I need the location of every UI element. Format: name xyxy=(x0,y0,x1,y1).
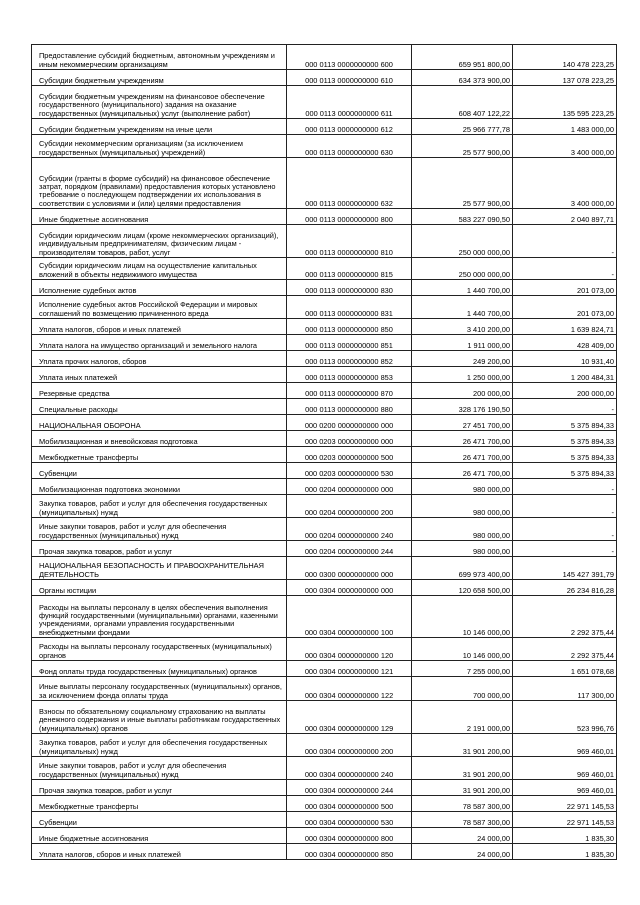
row-executed: 117 300,00 xyxy=(513,677,617,701)
row-executed: 5 375 894,33 xyxy=(513,415,617,431)
row-name-cell xyxy=(32,45,287,70)
row-name: НАЦИОНАЛЬНАЯ БЕЗОПАСНОСТЬ И ПРАВООХРАНИТЕЛЬНАЯ ДЕЯТЕЛЬНОСТЬ xyxy=(39,561,264,579)
row-code: 000 0113 0000000000 800 xyxy=(287,209,412,225)
row-code: 000 0113 0000000000 850 xyxy=(287,319,412,335)
row-name: Закупка товаров, работ и услуг для обеспечения государственных (муниципальных) нужд xyxy=(39,738,268,756)
row-approved: 980 000,00 xyxy=(412,479,513,495)
row-name: Уплата иных платежей xyxy=(39,372,118,382)
row-executed: 10 931,40 xyxy=(513,351,617,367)
table-row xyxy=(32,580,617,596)
row-approved: 249 200,00 xyxy=(412,351,513,367)
table-row xyxy=(32,844,617,860)
row-approved: 1 440 700,00 xyxy=(412,296,513,319)
table-row xyxy=(32,209,617,225)
table-row xyxy=(32,463,617,479)
row-approved: 328 176 190,50 xyxy=(412,399,513,415)
table-row xyxy=(32,557,617,580)
table-row xyxy=(32,383,617,399)
row-executed: 523 996,76 xyxy=(513,701,617,734)
row-executed: - xyxy=(513,399,617,415)
row-approved: 25 966 777,78 xyxy=(412,119,513,135)
row-executed: 2 040 897,71 xyxy=(513,209,617,225)
row-executed: - xyxy=(513,541,617,557)
row-code: 000 0113 0000000000 600 xyxy=(287,45,412,70)
row-name: Субсидии бюджетным учреждениям на иные цели xyxy=(39,124,213,134)
row-approved: 250 000 000,00 xyxy=(412,258,513,280)
row-name: Иные бюджетные ассигнования xyxy=(39,833,149,843)
table-row xyxy=(32,661,617,677)
row-executed: - xyxy=(513,258,617,280)
row-approved: 7 255 000,00 xyxy=(412,661,513,677)
row-name-cell xyxy=(32,638,287,661)
row-code: 000 0113 0000000000 632 xyxy=(287,158,412,209)
row-approved: 1 911 000,00 xyxy=(412,335,513,351)
row-approved: 250 000 000,00 xyxy=(412,225,513,258)
table-row xyxy=(32,258,617,280)
row-name-cell xyxy=(32,780,287,796)
row-code: 000 0304 0000000000 240 xyxy=(287,757,412,780)
row-code: 000 0113 0000000000 870 xyxy=(287,383,412,399)
row-approved: 1 250 000,00 xyxy=(412,367,513,383)
row-code: 000 0113 0000000000 815 xyxy=(287,258,412,280)
row-code: 000 0304 0000000000 200 xyxy=(287,734,412,757)
row-name: Органы юстиции xyxy=(39,585,97,595)
row-name-cell xyxy=(32,701,287,734)
table-row xyxy=(32,70,617,86)
row-name: Субсидии бюджетным учреждениям xyxy=(39,75,164,85)
row-approved: 10 146 000,00 xyxy=(412,638,513,661)
row-name-cell xyxy=(32,399,287,415)
row-code: 000 0204 0000000000 244 xyxy=(287,541,412,557)
row-executed: 200 000,00 xyxy=(513,383,617,399)
row-approved: 583 227 090,50 xyxy=(412,209,513,225)
row-name-cell xyxy=(32,209,287,225)
row-executed: 135 595 223,25 xyxy=(513,86,617,119)
row-code: 000 0304 0000000000 122 xyxy=(287,677,412,701)
row-name-cell xyxy=(32,580,287,596)
row-name-cell xyxy=(32,367,287,383)
table-row xyxy=(32,518,617,541)
row-name: Расходы на выплаты персоналу в целях обеспечения выполнения функций государственными (муниципальными) органами, казенными учреждениями, органами управления государственными внебюджетными фондами xyxy=(39,602,278,637)
row-name-cell xyxy=(32,844,287,860)
row-executed: 1 483 000,00 xyxy=(513,119,617,135)
row-name-cell xyxy=(32,541,287,557)
row-name: Иные закупки товаров, работ и услуг для обеспечения государственных (муниципальных) нужд xyxy=(39,761,227,779)
row-name-cell xyxy=(32,812,287,828)
row-name: Фонд оплаты труда государственных (муниципальных) органов xyxy=(39,666,257,676)
row-executed: 1 835,30 xyxy=(513,844,617,860)
row-name-cell xyxy=(32,661,287,677)
row-approved: 980 000,00 xyxy=(412,518,513,541)
row-executed: 969 460,01 xyxy=(513,780,617,796)
row-name-cell xyxy=(32,383,287,399)
row-name-cell xyxy=(32,431,287,447)
row-name-cell xyxy=(32,734,287,757)
table-row xyxy=(32,225,617,258)
row-executed: - xyxy=(513,518,617,541)
row-code: 000 0300 0000000000 000 xyxy=(287,557,412,580)
row-code: 000 0304 0000000000 500 xyxy=(287,796,412,812)
row-executed: - xyxy=(513,495,617,518)
row-name-cell xyxy=(32,557,287,580)
row-executed: 1 651 078,68 xyxy=(513,661,617,677)
row-code: 000 0304 0000000000 121 xyxy=(287,661,412,677)
row-code: 000 0113 0000000000 810 xyxy=(287,225,412,258)
table-row xyxy=(32,447,617,463)
row-code: 000 0113 0000000000 851 xyxy=(287,335,412,351)
row-executed: 201 073,00 xyxy=(513,280,617,296)
table-row xyxy=(32,796,617,812)
table-row xyxy=(32,828,617,844)
row-approved: 2 191 000,00 xyxy=(412,701,513,734)
row-name: Предоставление субсидий бюджетным, автономным учреждениям и иным некоммерческим организациям xyxy=(39,51,275,69)
table-row xyxy=(32,431,617,447)
row-approved: 200 000,00 xyxy=(412,383,513,399)
table-body xyxy=(32,45,617,860)
table-row xyxy=(32,780,617,796)
row-name: Прочая закупка товаров, работ и услуг xyxy=(39,546,173,556)
row-name: Субсидии юридическим лицам на осуществление капитальных вложений в объекты недвижимого имущества xyxy=(39,261,257,279)
table-row xyxy=(32,86,617,119)
table-row xyxy=(32,367,617,383)
row-executed: 3 400 000,00 xyxy=(513,135,617,158)
row-name: Иные закупки товаров, работ и услуг для обеспечения государственных (муниципальных) нужд xyxy=(39,522,227,540)
row-code: 000 0204 0000000000 200 xyxy=(287,495,412,518)
row-name-cell xyxy=(32,351,287,367)
row-name-cell xyxy=(32,135,287,158)
row-approved: 700 000,00 xyxy=(412,677,513,701)
table-row xyxy=(32,351,617,367)
row-name-cell xyxy=(32,119,287,135)
row-name: Прочая закупка товаров, работ и услуг xyxy=(39,785,173,795)
row-name: Межбюджетные трансферты xyxy=(39,452,139,462)
row-name: Субсидии юридическим лицам (кроме некоммерческих организаций), индивидуальным предпринимателям, физическим лицам - производителям товаров, работ, услуг xyxy=(39,231,279,257)
budget-execution-table xyxy=(31,44,617,860)
row-executed: 1 835,30 xyxy=(513,828,617,844)
row-name-cell xyxy=(32,415,287,431)
row-approved: 24 000,00 xyxy=(412,844,513,860)
row-approved: 120 658 500,00 xyxy=(412,580,513,596)
row-name: Расходы на выплаты персоналу государственных (муниципальных) органов xyxy=(39,642,272,660)
row-code: 000 0113 0000000000 610 xyxy=(287,70,412,86)
table-row xyxy=(32,677,617,701)
row-code: 000 0304 0000000000 530 xyxy=(287,812,412,828)
row-approved: 980 000,00 xyxy=(412,541,513,557)
row-executed: 3 400 000,00 xyxy=(513,158,617,209)
row-name: Уплата налога на имущество организаций и земельного налога xyxy=(39,340,257,350)
row-executed: 1 200 484,31 xyxy=(513,367,617,383)
row-code: 000 0204 0000000000 000 xyxy=(287,479,412,495)
row-executed: 2 292 375,44 xyxy=(513,596,617,638)
row-name: Субвенции xyxy=(39,817,77,827)
row-approved: 10 146 000,00 xyxy=(412,596,513,638)
row-name: Уплата прочих налогов, сборов xyxy=(39,356,147,366)
table-row xyxy=(32,479,617,495)
row-name: Субвенции xyxy=(39,468,77,478)
row-approved: 26 471 700,00 xyxy=(412,431,513,447)
row-code: 000 0200 0000000000 000 xyxy=(287,415,412,431)
table-row xyxy=(32,541,617,557)
row-approved: 24 000,00 xyxy=(412,828,513,844)
table-row xyxy=(32,399,617,415)
table-row xyxy=(32,495,617,518)
row-code: 000 0113 0000000000 611 xyxy=(287,86,412,119)
row-approved: 26 471 700,00 xyxy=(412,447,513,463)
table-row xyxy=(32,135,617,158)
row-executed: 140 478 223,25 xyxy=(513,45,617,70)
row-approved: 31 901 200,00 xyxy=(412,780,513,796)
table-row xyxy=(32,119,617,135)
row-approved: 25 577 900,00 xyxy=(412,158,513,209)
row-executed: 5 375 894,33 xyxy=(513,447,617,463)
row-name-cell xyxy=(32,335,287,351)
row-executed: 2 292 375,44 xyxy=(513,638,617,661)
row-executed: 22 971 145,53 xyxy=(513,812,617,828)
row-name: Уплата налогов, сборов и иных платежей xyxy=(39,849,181,859)
row-approved: 31 901 200,00 xyxy=(412,757,513,780)
row-executed: 969 460,01 xyxy=(513,757,617,780)
row-name-cell xyxy=(32,518,287,541)
row-approved: 659 951 800,00 xyxy=(412,45,513,70)
row-executed: 5 375 894,33 xyxy=(513,431,617,447)
table-row xyxy=(32,701,617,734)
row-name: Уплата налогов, сборов и иных платежей xyxy=(39,324,181,334)
row-name: Закупка товаров, работ и услуг для обеспечения государственных (муниципальных) нужд xyxy=(39,499,268,517)
row-name: Субсидии бюджетным учреждениям на финансовое обеспечение государственного (муниципального) задания на оказание государственных (муниципальных) услуг (выполнение работ) xyxy=(39,92,265,118)
row-name: Исполнение судебных актов xyxy=(39,285,137,295)
row-name-cell xyxy=(32,828,287,844)
row-approved: 699 973 400,00 xyxy=(412,557,513,580)
row-code: 000 0304 0000000000 000 xyxy=(287,580,412,596)
table-row xyxy=(32,296,617,319)
table-row xyxy=(32,415,617,431)
row-name: Межбюджетные трансферты xyxy=(39,801,139,811)
row-code: 000 0113 0000000000 630 xyxy=(287,135,412,158)
row-executed: 1 639 824,71 xyxy=(513,319,617,335)
row-approved: 78 587 300,00 xyxy=(412,796,513,812)
row-approved: 78 587 300,00 xyxy=(412,812,513,828)
row-executed: 137 078 223,25 xyxy=(513,70,617,86)
row-name: Мобилизационная подготовка экономики xyxy=(39,484,181,494)
row-executed: 428 409,00 xyxy=(513,335,617,351)
row-name-cell xyxy=(32,319,287,335)
row-name: Исполнение судебных актов Российской Федерации и мировых соглашений по возмещению причиненного вреда xyxy=(39,300,258,318)
row-executed: - xyxy=(513,479,617,495)
row-name-cell xyxy=(32,677,287,701)
row-code: 000 0113 0000000000 612 xyxy=(287,119,412,135)
row-code: 000 0304 0000000000 129 xyxy=(287,701,412,734)
row-approved: 608 407 122,22 xyxy=(412,86,513,119)
row-code: 000 0113 0000000000 853 xyxy=(287,367,412,383)
row-name-cell xyxy=(32,447,287,463)
table-row xyxy=(32,335,617,351)
row-executed: 969 460,01 xyxy=(513,734,617,757)
row-code: 000 0113 0000000000 830 xyxy=(287,280,412,296)
row-code: 000 0304 0000000000 850 xyxy=(287,844,412,860)
row-executed: - xyxy=(513,225,617,258)
row-approved: 1 440 700,00 xyxy=(412,280,513,296)
table-row xyxy=(32,596,617,638)
row-code: 000 0304 0000000000 244 xyxy=(287,780,412,796)
row-approved: 31 901 200,00 xyxy=(412,734,513,757)
row-name: Специальные расходы xyxy=(39,404,118,414)
row-executed: 26 234 816,28 xyxy=(513,580,617,596)
row-code: 000 0304 0000000000 800 xyxy=(287,828,412,844)
row-approved: 25 577 900,00 xyxy=(412,135,513,158)
row-name-cell xyxy=(32,158,287,209)
row-name-cell xyxy=(32,495,287,518)
row-name: Иные бюджетные ассигнования xyxy=(39,214,149,224)
row-name-cell xyxy=(32,296,287,319)
row-code: 000 0203 0000000000 000 xyxy=(287,431,412,447)
row-approved: 3 410 200,00 xyxy=(412,319,513,335)
row-name-cell xyxy=(32,596,287,638)
row-code: 000 0204 0000000000 240 xyxy=(287,518,412,541)
table-row xyxy=(32,319,617,335)
row-name-cell xyxy=(32,463,287,479)
row-name: Мобилизационная и вневойсковая подготовка xyxy=(39,436,198,446)
row-name-cell xyxy=(32,86,287,119)
row-name: Субсидии (гранты в форме субсидий) на финансовое обеспечение затрат, порядком (правилами) предоставления которых установлено требование о последующем подтверждении их использования в соответствии с условиями и (или) целями предоставления xyxy=(39,173,276,208)
row-name-cell xyxy=(32,280,287,296)
table-row xyxy=(32,757,617,780)
row-name: Взносы по обязательному социальному страхованию на выплаты денежного содержания и иные выплаты работникам государственных (муниципальных) органов xyxy=(39,707,281,733)
row-code: 000 0304 0000000000 120 xyxy=(287,638,412,661)
row-code: 000 0113 0000000000 831 xyxy=(287,296,412,319)
row-name: Иные выплаты персоналу государственных (муниципальных) органов, за исключением фонда оплаты труда xyxy=(39,682,282,700)
table-row xyxy=(32,280,617,296)
table-row xyxy=(32,158,617,209)
row-name: Субсидии некоммерческим организациям (за исключением государственных (муниципальных) учреждений) xyxy=(39,139,243,157)
row-code: 000 0113 0000000000 880 xyxy=(287,399,412,415)
row-approved: 26 471 700,00 xyxy=(412,463,513,479)
row-name-cell xyxy=(32,479,287,495)
row-code: 000 0304 0000000000 100 xyxy=(287,596,412,638)
row-executed: 201 073,00 xyxy=(513,296,617,319)
row-executed: 22 971 145,53 xyxy=(513,796,617,812)
row-approved: 634 373 900,00 xyxy=(412,70,513,86)
row-executed: 145 427 391,79 xyxy=(513,557,617,580)
table-row xyxy=(32,45,617,70)
row-code: 000 0113 0000000000 852 xyxy=(287,351,412,367)
table-row xyxy=(32,734,617,757)
row-name: Резервные средства xyxy=(39,388,110,398)
row-name-cell xyxy=(32,258,287,280)
row-code: 000 0203 0000000000 500 xyxy=(287,447,412,463)
row-name: НАЦИОНАЛЬНАЯ ОБОРОНА xyxy=(39,420,141,430)
row-name-cell xyxy=(32,225,287,258)
row-name-cell xyxy=(32,757,287,780)
row-approved: 27 451 700,00 xyxy=(412,415,513,431)
row-code: 000 0203 0000000000 530 xyxy=(287,463,412,479)
table-row xyxy=(32,812,617,828)
row-approved: 980 000,00 xyxy=(412,495,513,518)
table-row xyxy=(32,638,617,661)
row-name-cell xyxy=(32,70,287,86)
row-executed: 5 375 894,33 xyxy=(513,463,617,479)
row-name-cell xyxy=(32,796,287,812)
